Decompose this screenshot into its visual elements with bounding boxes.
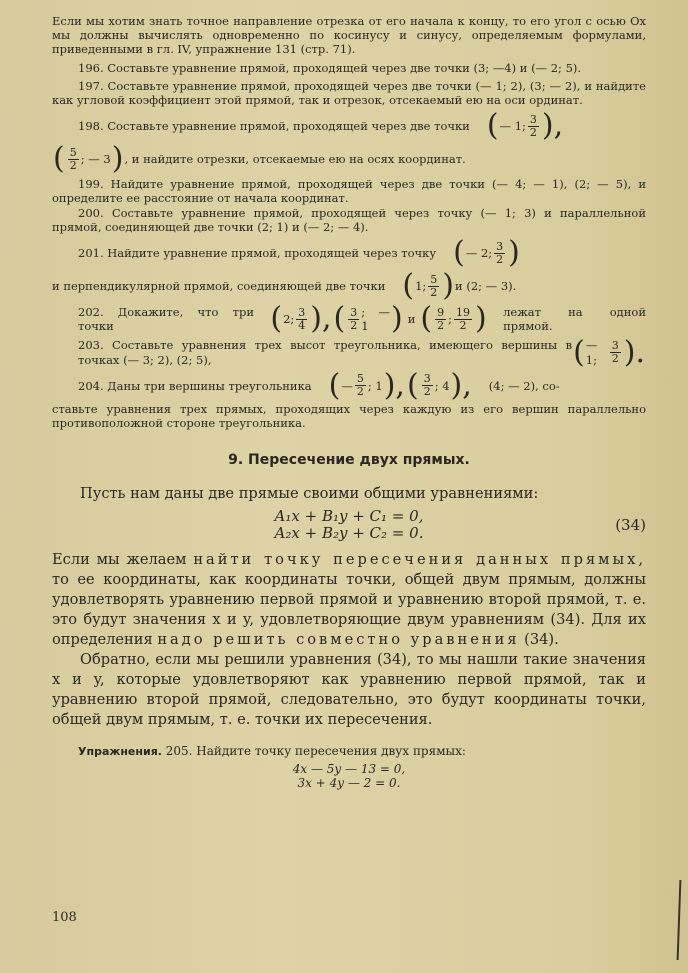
exercise-202-line1: 202. Докажите, что три точки ( 2; $\frac{3}{4}$ ), ( $\frac{3}{2}$ ; — 1 ) и ( $\frac{9}{2}$ ; $\frac{19}{2}$ ) лежат на одной прямой. [78,301,647,337]
exercise-197: 197. Составьте уравнение прямой, проходящей через две точки (— 1; 2), (3; — 2), и найдите как угловой коэффициент этой прямой, так и отрезок, отсекаемый ею на оси ординат. [52,78,646,108]
intro-paragraph: Если мы хотим знать точное направление отрезка от его начала к концу, то его угол с осью Ox мы должны вычислять одновременно по косинусу и синусу, определяемым формулами, приведенными в гл. IV, упражнение 131 (стр. 71). [52,14,646,57]
page-number: 108 [52,910,77,925]
exercise-198-line1: 198. Составьте уравнение прямой, проходящей через две точки ( — 1; $\frac{3}{2}$ ), [78,108,564,144]
paragraph-2: Если мы желаем найти точку пересечения данных прямых, то ее координаты, как координаты точки, общей двум прямым, должны удовлетворять уравнению первой прямой и уравнению второй прямой, т. е. это будут значения x и y, удовлетворяющие двум уравнениям (34). Для их определения надо решить совместно уравнения (34). [52,551,647,649]
section-title: 9. Пересечение двух прямых. [228,452,470,469]
section-body [52,484,646,730]
exercise-198-point2: ; — 3 [80,152,111,167]
paragraph-1: Пусть нам даны две прямые своими общими уравнениями: [80,485,539,503]
exercise-201-text: 201. Найдите уравнение прямой, проходящей через точку [78,245,437,260]
equation-line-1: A₁x + B₁y + C₁ = 0, [274,507,424,526]
exercise-203: 203. Составьте уравнения трех высот треугольника, имеющего вершины в точках (— 3; 2), (2; 5), ( — 1; $\frac{3}{2}$ ). [78,334,645,370]
exercise-198-line2: ( $\frac{5}{2}$ ; — 3 ) , и найдите отрезки, отсекаемые ею на осях координат. [53,141,466,177]
fraction: $\frac{3}{2}$ [423,372,431,399]
equation-34 [52,508,646,542]
fraction: $\frac{3}{2}$ [611,339,619,366]
exercise-198-point1: — 1; [499,119,526,134]
exercise-204-text-b: ставьте уравнения трех прямых, проходящих через каждую из его вершин параллельно противоположной стороне треугольника. [52,401,646,431]
exercise-198-text: 198. Составьте уравнение прямой, проходящей через две точки [78,119,470,134]
fraction: $\frac{3}{2}$ [529,112,537,139]
fraction: $\frac{9}{2}$ [437,305,445,332]
exercise-203-text: 203. Составьте уравнения трех высот треугольника, имеющего вершины в точках (— 3; 2), (2; 5), [78,338,573,367]
fraction: $\frac{3}{2}$ [496,239,504,266]
fraction: $\frac{5}{2}$ [430,272,438,299]
exercise-204-line1: 204. Даны три вершины треугольника ( — $\frac{5}{2}$ ; 1 ), ( $\frac{3}{2}$ ; 4 ), (4; — 2), со- [78,367,560,403]
equation-line-2: A₂x + B₂y + C₂ = 0. [274,524,424,543]
exercise-204-text: 204. Даны три вершины треугольника [78,378,312,393]
exercise-205-equations: 4x — 5y — 13 = 0, 3x + 4y — 2 = 0. [292,762,406,791]
exercise-199: 199. Найдите уравнение прямой, проходящей через две точки (— 4; — 1), (2; — 5), и определите ее расстояние от начала координат. [52,177,646,206]
exercise-196: 196. Составьте уравнение прямой, проходящей через две точки (3; —4) и (— 2; 5). [78,60,582,75]
exercise-block [52,14,646,430]
exercise-200: 200. Составьте уравнение прямой, проходящей через точку (— 1; 3) и параллельной прямой, соединяющей две точки (2; 1) и (— 2; — 4). [52,205,646,234]
fraction: $\frac{5}{2}$ [69,145,77,172]
fraction: $\frac{3}{4}$ [298,305,306,332]
fraction: $\frac{5}{2}$ [356,372,364,399]
exercise-202-text: 202. Докажите, что три точки [78,305,255,334]
exercise-198-text-b: , и найдите отрезки, отсекаемые ею на осях координат. [124,152,466,167]
fraction: $\frac{3}{2}$ [350,305,358,332]
exercise-201-line2: и перпендикулярной прямой, соединяющей две точки ( 1; $\frac{5}{2}$ ) и (2; — 3). [52,268,517,304]
equation-number: (34) [615,516,646,535]
exercise-201-line1: 201. Найдите уравнение прямой, проходящей через точку ( — 2; $\frac{3}{2}$ ) [78,235,520,271]
fraction: $\frac{19}{2}$ [456,305,471,332]
page-edge-mark [677,880,682,960]
paragraph-3: Обратно, если мы решили уравнения (34), то мы нашли такие значения x и y, которые удовлетворяют как уравнению первой прямой, так и уравнению второй прямой, следовательно, это будут координаты точки, общей двум прямым, т. е. точки их пересечения. [52,651,646,729]
exercise-205: Упражнения. 205. Найдите точку пересечения двух прямых: [78,744,466,759]
